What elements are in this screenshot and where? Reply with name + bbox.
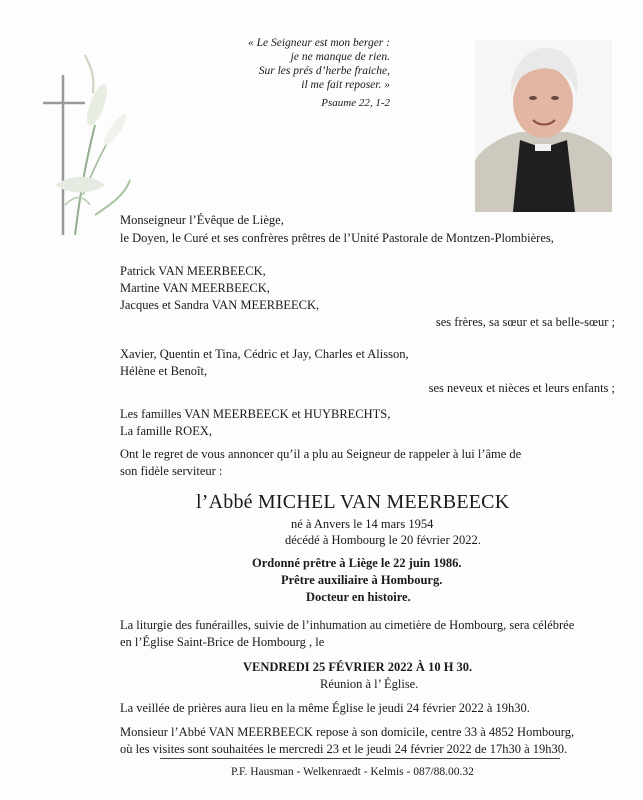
sibling-name: Martine VAN MEERBEECK, <box>120 281 270 295</box>
rest-info: où les visites sont souhaitées le mercredi 23 et le jeudi 24 février 2022 de 17h30 à 19h30. <box>120 742 568 756</box>
funeral-home-footer: P.F. Hausman - Welkenraedt - Kelmis - 087/88.00.32 <box>231 766 474 778</box>
nephew-names: Hélène et Benoît, <box>120 364 208 378</box>
funeral-meeting: Réunion à l’ Église. <box>320 677 419 691</box>
deceased-name: l’Abbé MICHEL VAN MEERBEECK <box>196 491 510 513</box>
family-line: Les familles VAN MEERBEECK et HUYBRECHTS, <box>120 407 391 421</box>
funeral-text: en l’Église Saint-Brice de Hombourg , le <box>120 635 325 649</box>
intro-line: Monseigneur l’Évêque de Liège, <box>120 213 284 227</box>
family-line: La famille ROEX, <box>120 424 212 438</box>
intro-line: le Doyen, le Curé et ses confrères prêtres de l’Unité Pastorale de Montzen-Plombières, <box>120 231 554 245</box>
quote-reference: Psaume 22, 1-2 <box>321 97 390 109</box>
quote-line: il me fait reposer. » <box>301 79 390 91</box>
quote-line: « Le Seigneur est mon berger : <box>247 37 390 49</box>
funeral-date: VENDREDI 25 FÉVRIER 2022 À 10 H 30. <box>243 660 473 674</box>
siblings-relation: ses frères, sa sœur et sa belle-sœur ; <box>435 315 615 329</box>
ordination-info: Ordonné prêtre à Liège le 22 juin 1986. <box>252 556 462 570</box>
footer-divider <box>160 758 560 759</box>
rest-info: Monsieur l’Abbé VAN MEERBEECK repose à son domicile, centre 33 à 4852 Hombourg, <box>120 725 575 739</box>
announcement-line: son fidèle serviteur : <box>120 464 223 478</box>
quote-line: je ne manque de rien. <box>290 51 390 63</box>
sibling-name: Patrick VAN MEERBEECK, <box>120 264 266 278</box>
nephews-relation: ses neveux et nièces et leurs enfants ; <box>428 381 615 395</box>
vigil-info: La veillée de prières aura lieu en la même Église le jeudi 24 février 2022 à 19h30. <box>120 701 530 715</box>
funeral-text: La liturgie des funérailles, suivie de l’inhumation au cimetière de Hombourg, sera célébrée <box>120 618 575 632</box>
death-info: décédé à Hombourg le 20 février 2022. <box>285 533 481 547</box>
portrait-photo <box>475 40 612 212</box>
nephew-names: Xavier, Quentin et Tina, Cédric et Jay, Charles et Alisson, <box>120 347 409 361</box>
degree-info: Docteur en histoire. <box>306 590 411 604</box>
announcement-line: Ont le regret de vous annoncer qu’il a plu au Seigneur de rappeler à lui l’âme de <box>120 447 522 461</box>
psalm-quote <box>200 36 390 110</box>
sibling-name: Jacques et Sandra VAN MEERBEECK, <box>120 298 320 312</box>
quote-line: Sur les prés d’herbe fraiche, <box>258 65 390 77</box>
role-info: Prêtre auxiliaire à Hombourg. <box>281 573 443 587</box>
birth-info: né à Anvers le 14 mars 1954 <box>291 517 434 531</box>
